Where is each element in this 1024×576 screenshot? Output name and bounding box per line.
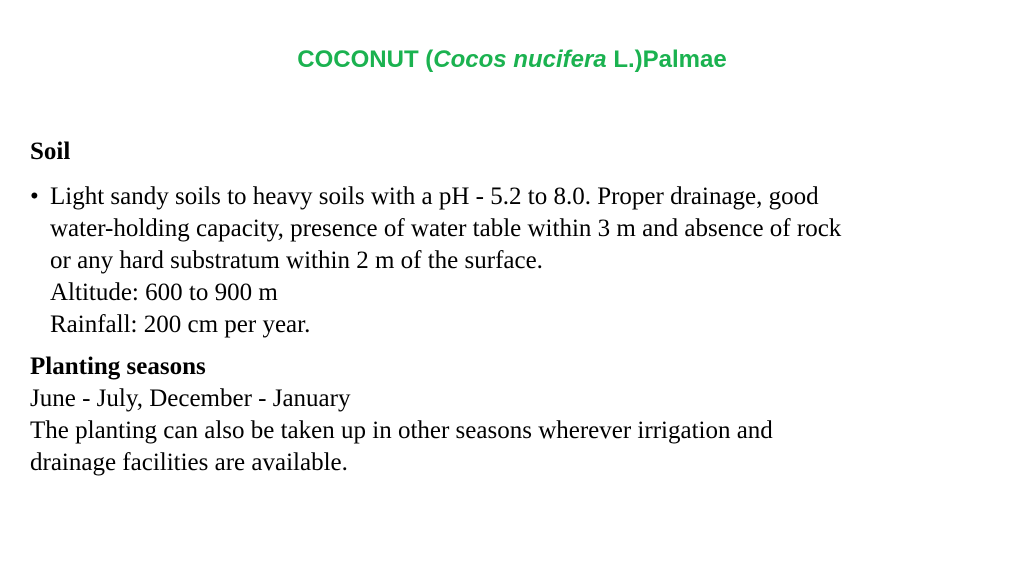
soil-line: Light sandy soils to heavy soils with a pH - 5.2 to 8.0. Proper drainage, good <box>50 183 819 210</box>
bullet-marker: • <box>30 183 39 210</box>
soil-bullet-content <box>50 181 841 341</box>
soil-bullet <box>30 181 1010 341</box>
rainfall-line: Rainfall: 200 cm per year. <box>50 311 311 338</box>
planting-line: drainage facilities are available. <box>30 449 348 476</box>
title-prefix: COCONUT ( <box>297 46 434 73</box>
planting-line: The planting can also be taken up in other seasons wherever irrigation and <box>30 417 773 444</box>
planting-line: June - July, December - January <box>30 385 351 412</box>
altitude-line: Altitude: 600 to 900 m <box>50 279 278 306</box>
title-species: Cocos nucifera <box>433 46 607 73</box>
slide-body <box>30 136 1010 479</box>
soil-line: water-holding capacity, presence of water table within 3 m and absence of rock <box>50 215 842 242</box>
planting-heading: Planting seasons <box>30 353 206 380</box>
slide-title <box>0 42 1024 78</box>
soil-heading: Soil <box>30 138 71 165</box>
planting-section <box>30 351 1010 479</box>
title-suffix: L.)Palmae <box>606 46 727 73</box>
soil-line: or any hard substratum within 2 m of the surface. <box>50 247 543 274</box>
